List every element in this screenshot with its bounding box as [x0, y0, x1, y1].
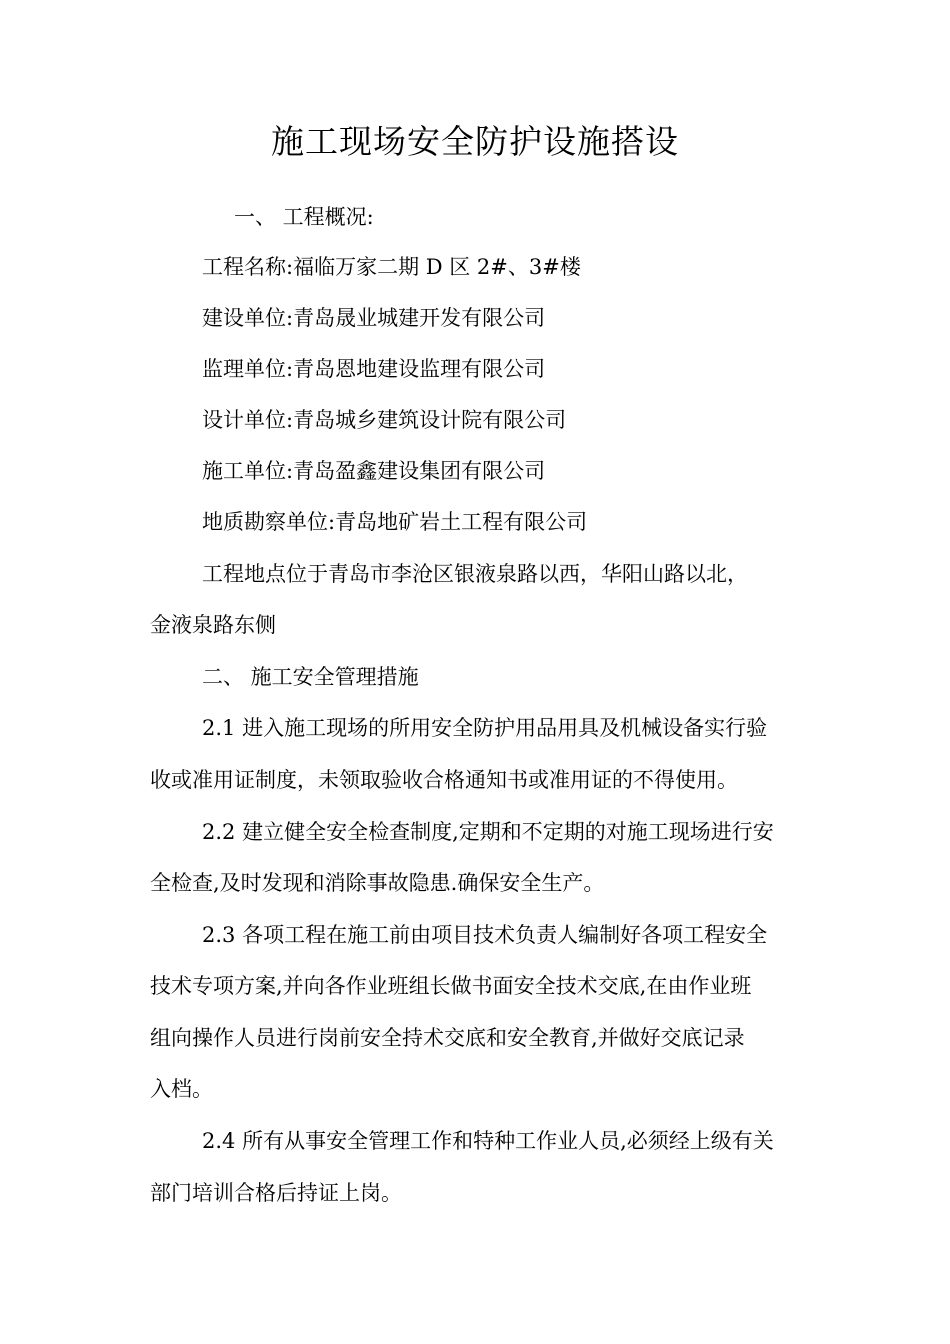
designer-line: 设计单位:青岛城乡建筑设计院有限公司 [202, 408, 567, 432]
paragraph-2-1-line-2: 收或准用证制度，未领取验收合格通知书或准用证的不得使用。 [150, 768, 738, 792]
paragraph-2-3-line-4: 入档。 [150, 1077, 213, 1101]
paragraph-2-2-line-1: 2.2 建立健全安全检查制度,定期和不定期的对施工现场进行安 [202, 820, 774, 844]
paragraph-2-3-line-1: 2.3 各项工程在施工前由项目技术负责人编制好各项工程安全 [202, 923, 768, 947]
paragraph-2-2-line-2: 全检查,及时发现和消除事故隐患.确保安全生产。 [150, 871, 605, 895]
geological-survey-line: 地质勘察单位:青岛地矿岩土工程有限公司 [202, 510, 588, 534]
section-heading-overview: 一、 工程概况: [234, 205, 374, 229]
paragraph-2-3-line-3: 组向操作人员进行岗前安全持术交底和安全教育,并做好交底记录 [150, 1026, 745, 1050]
contractor-line: 施工单位:青岛盈鑫建设集团有限公司 [202, 459, 546, 483]
paragraph-2-3-line-2: 技术专项方案,并向各作业班组长做书面安全技术交底,在由作业班 [150, 974, 752, 998]
location-line-1: 工程地点位于青岛市李沧区银液泉路以西，华阳山路以北， [202, 562, 748, 586]
supervisor-line: 监理单位:青岛恩地建设监理有限公司 [202, 357, 546, 381]
section-heading-safety: 二、 施工安全管理措施 [202, 665, 419, 689]
paragraph-2-1-line-1: 2.1 进入施工现场的所用安全防护用品用具及机械设备实行验 [202, 716, 768, 740]
document-title: 施工现场安全防护设施搭设 [271, 122, 679, 161]
developer-line: 建设单位:青岛晟业城建开发有限公司 [202, 306, 546, 330]
paragraph-2-4-line-1: 2.4 所有从事安全管理工作和特种工作业人员,必须经上级有关 [202, 1129, 774, 1153]
location-line-2: 金液泉路东侧 [150, 613, 276, 637]
paragraph-2-4-line-2: 部门培训合格后持证上岗。 [150, 1181, 402, 1205]
project-name-line: 工程名称:福临万家二期 D 区 2#、3#楼 [202, 255, 581, 279]
